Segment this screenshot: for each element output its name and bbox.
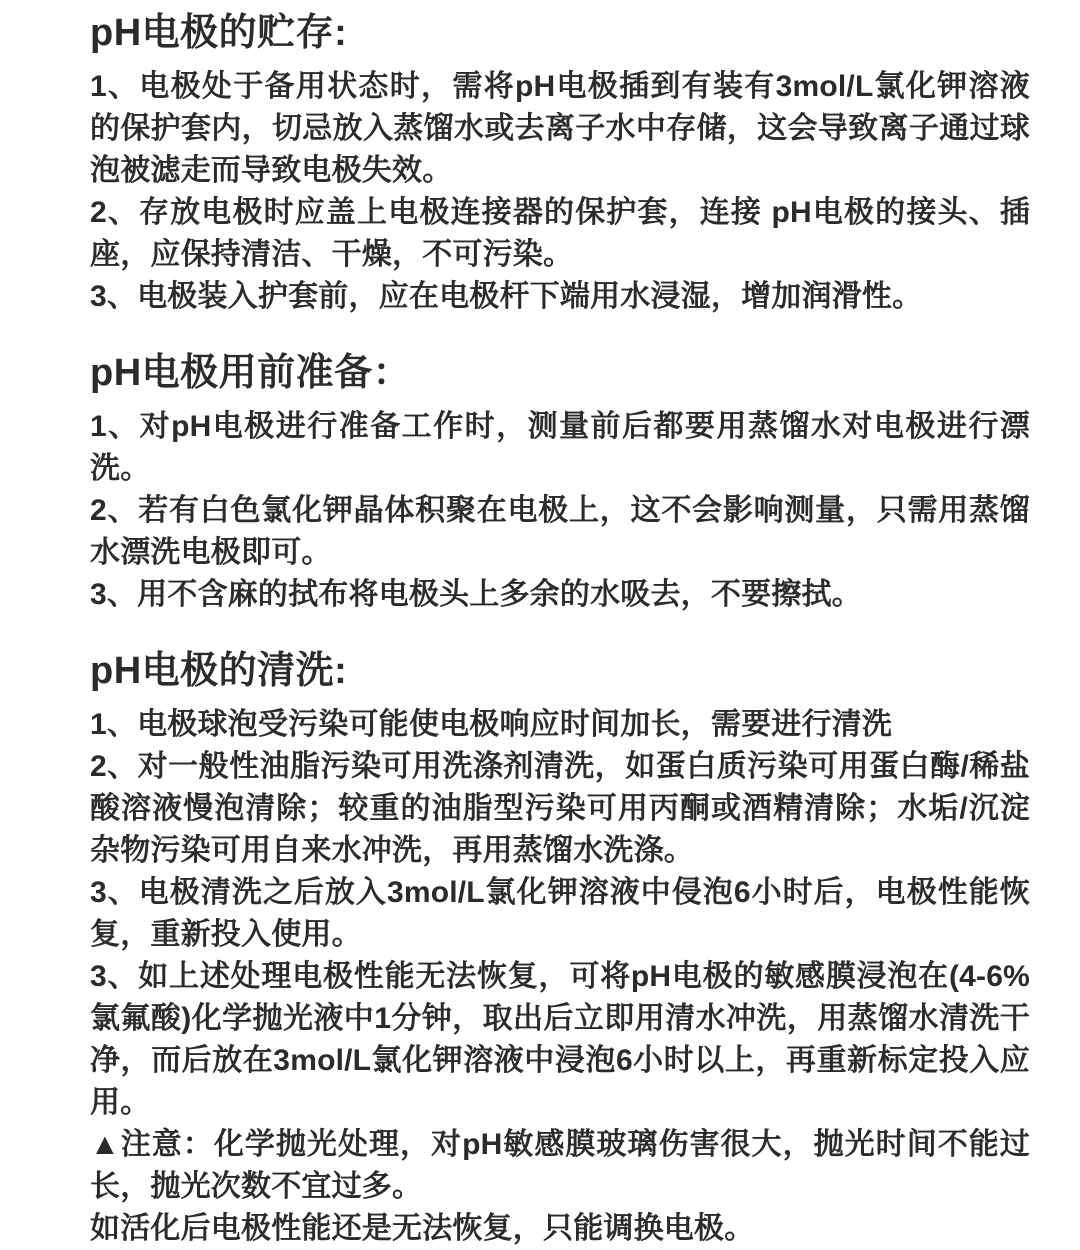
section-cleaning bbox=[90, 646, 1035, 1250]
cleaning-item-4: 3、如上述处理电极性能无法恢复，可将pH电极的敏感膜浸泡在(4-6%氯氟酸)化学抛光液中1分钟，取出后立即用清水冲洗，用蒸馏水清洗干净，而后放在3mol/L氯化钾溶液中浸泡6小时以上，再重新标定投入应用。 bbox=[90, 960, 1030, 1119]
storage-item-3: 3、电极装入护套前，应在电极杆下端用水浸湿，增加润滑性。 bbox=[90, 280, 923, 313]
cleaning-item-2: 2、对一般性油脂污染可用洗涤剂清洗，如蛋白质污染可用蛋白酶/稀盐酸溶液慢泡清除；较重的油脂型污染可用丙酮或酒精清除；水垢/沉淀杂物污染可用自来水冲洗，再用蒸馏水洗涤。 bbox=[90, 750, 1030, 867]
preparation-item-2: 2、若有白色氯化钾晶体积聚在电极上，这不会影响测量，只需用蒸馏水漂洗电极即可。 bbox=[90, 494, 1030, 569]
section-cleaning-title: pH电极的清洗: bbox=[90, 650, 348, 692]
storage-item-1: 1、电极处于备用状态时，需将pH电极插到有装有3mol/L氯化钾溶液的保护套内，切忌放入蒸馏水或去离子水中存储，这会导致离子通过球泡被滤走而导致电极失效。 bbox=[90, 70, 1030, 187]
cleaning-final-note: 如活化后电极性能还是无法恢复，只能调换电极。 bbox=[90, 1212, 755, 1245]
preparation-item-1: 1、对pH电极进行准备工作时，测量前后都要用蒸馏水对电极进行漂洗。 bbox=[90, 410, 1030, 485]
preparation-item-3: 3、用不含麻的拭布将电极头上多余的水吸去，不要擦拭。 bbox=[90, 578, 862, 611]
cleaning-item-3: 3、电极清洗之后放入3mol/L氯化钾溶液中侵泡6小时后，电极性能恢复，重新投入使用。 bbox=[90, 876, 1030, 951]
section-storage bbox=[90, 8, 1035, 318]
cleaning-warning-note: ▲注意：化学抛光处理，对pH敏感膜玻璃伤害很大，抛光时间不能过长，抛光次数不宜过多。 bbox=[90, 1128, 1030, 1203]
cleaning-item-1: 1、电极球泡受污染可能使电极响应时间加长，需要进行清洗 bbox=[90, 708, 893, 741]
section-storage-title: pH电极的贮存: bbox=[90, 12, 348, 54]
section-storage-body bbox=[90, 66, 1030, 318]
storage-item-2: 2、存放电极时应盖上电极连接器的保护套，连接 pH电极的接头、插座，应保持清洁、干燥，不可污染。 bbox=[90, 196, 1030, 271]
section-preparation-body bbox=[90, 406, 1030, 616]
section-cleaning-body bbox=[90, 704, 1030, 1250]
section-preparation bbox=[90, 348, 1035, 616]
section-preparation-title: pH电极用前准备： bbox=[90, 352, 412, 394]
